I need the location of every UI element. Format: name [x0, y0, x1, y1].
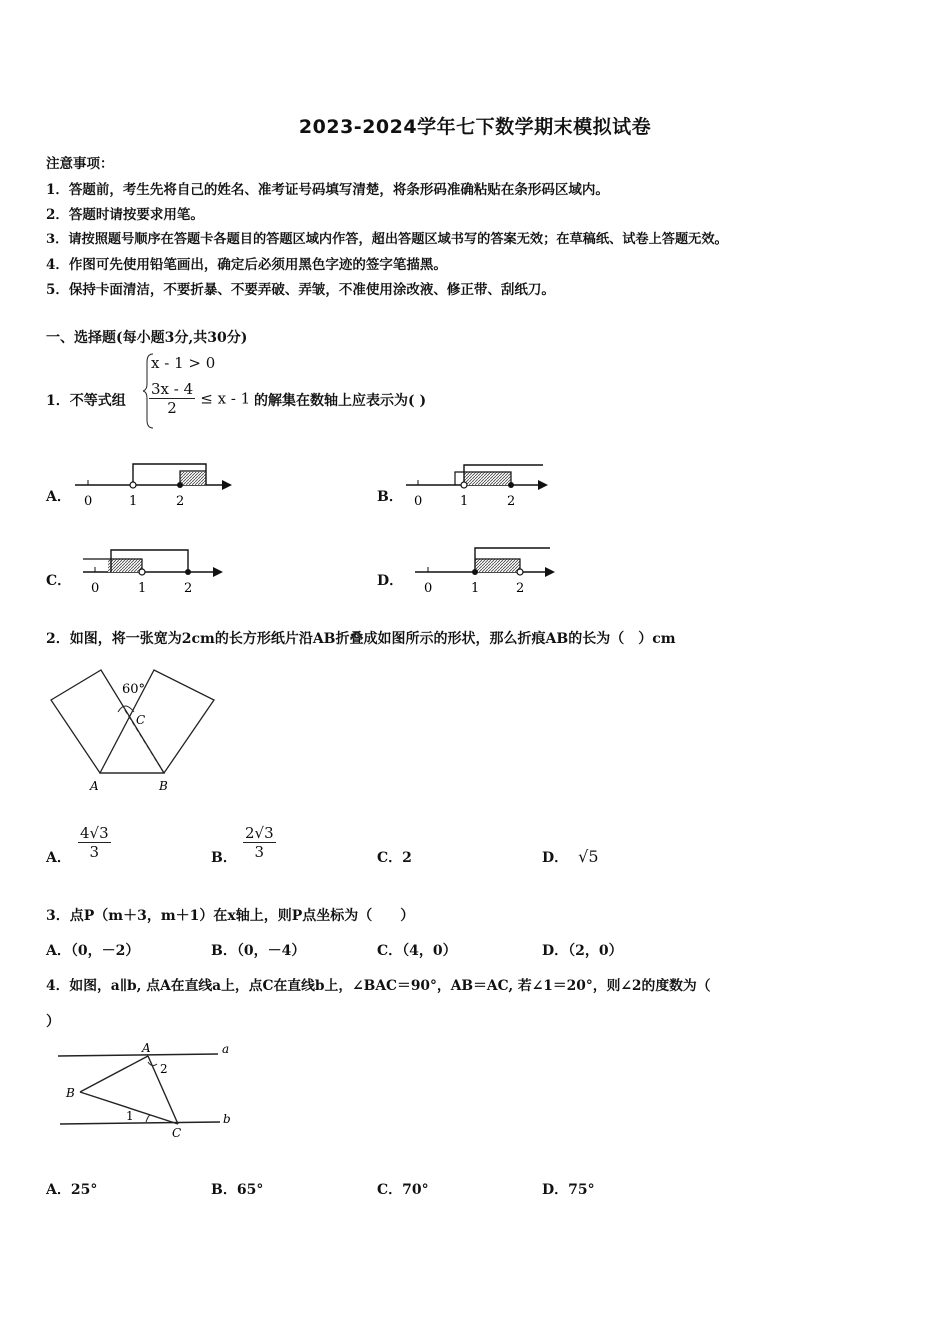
q3-option-a[interactable]: A．（0，－2） — [46, 943, 140, 959]
q2-option-a-value[interactable] — [78, 824, 111, 861]
q3-option-d[interactable]: D．（2，0） — [542, 943, 623, 959]
q1-ineq2-den: 2 — [167, 399, 177, 417]
q1-option-c-label[interactable]: C． — [46, 573, 72, 589]
q4-option-d[interactable]: D．75° — [542, 1182, 595, 1198]
q2-option-a-label[interactable]: A． — [46, 850, 71, 866]
q4-option-a[interactable]: A．25° — [46, 1182, 98, 1198]
q4-figure — [50, 1036, 250, 1146]
q1-ineq2-rhs: ≤ x - 1 — [200, 389, 251, 408]
tick-label: 2 — [507, 494, 516, 509]
q4-option-b[interactable]: B．65° — [211, 1182, 264, 1198]
q2-option-b-label[interactable]: B． — [211, 850, 237, 866]
tick-label: 1 — [138, 581, 147, 596]
section-heading: 一、选择题(每小题3分,共30分) — [46, 330, 248, 346]
q2-point-a: A — [90, 779, 99, 793]
q2-point-b: B — [159, 779, 168, 793]
q2-angle-label: 60° — [122, 682, 146, 697]
q1-option-b-numberline[interactable] — [403, 458, 563, 514]
frac-den: 3 — [254, 843, 265, 861]
tick-label: 1 — [471, 581, 480, 596]
tick-label: 0 — [424, 581, 433, 596]
option-value: √5 — [578, 847, 599, 866]
q1-ineq2 — [149, 380, 250, 417]
q2-option-b-value[interactable] — [243, 824, 276, 861]
q1-prefix: 1．不等式组 — [46, 393, 126, 409]
q1-ineq1: x - 1 > 0 — [151, 354, 216, 372]
q1-option-d-numberline[interactable] — [410, 542, 570, 598]
tick-label: 0 — [414, 494, 423, 509]
tick-label: 0 — [84, 494, 93, 509]
page-title: 2023-2024学年七下数学期末模拟试卷 — [298, 116, 652, 138]
q4-point-b: B — [66, 1086, 75, 1100]
tick-label: 0 — [91, 581, 100, 596]
q1-suffix: 的解集在数轴上应表示为( ) — [254, 393, 427, 409]
tick-label: 2 — [184, 581, 193, 596]
q3-option-c[interactable]: C．（4，0） — [377, 943, 457, 959]
q2-point-c: C — [136, 713, 146, 727]
q4-line-a: a — [222, 1042, 230, 1056]
q1-option-a-numberline[interactable] — [72, 458, 242, 514]
note-item: 2．答题时请按要求用笔。 — [46, 207, 204, 223]
note-item: 3．请按照题号顺序在答题卡各题目的答题区域内作答，超出答题区域书写的答案无效；在草稿纸、试卷上答题无效。 — [46, 232, 728, 247]
q4-stem-line1: 4．如图，a∥b, 点A在直线a上，点C在直线b上，∠BAC＝90°，AB＝AC, 若∠1＝20°，则∠2的度数为（ — [46, 978, 711, 994]
q1-ineq2-num: 3x - 4 — [151, 380, 194, 398]
tick-label: 1 — [460, 494, 469, 509]
q4-line-b: b — [223, 1112, 231, 1126]
q3-option-b[interactable]: B．（0，－4） — [211, 943, 306, 959]
note-item: 4．作图可先使用铅笔画出，确定后必须用黑色字迹的签字笔描黑。 — [46, 257, 447, 273]
q2-option-d[interactable] — [542, 847, 599, 867]
frac-num: 4√3 — [80, 824, 109, 842]
note-item: 1．答题前，考生先将自己的姓名、准考证号码填写清楚，将条形码准确粘贴在条形码区域内。 — [46, 182, 609, 198]
tick-label: 2 — [176, 494, 185, 509]
note-item: 5．保持卡面清洁，不要折暴、不要弄破、弄皱，不准使用涂改液、修正带、刮纸刀。 — [46, 282, 555, 298]
q2-option-c[interactable] — [377, 847, 412, 867]
tick-label: 1 — [129, 494, 138, 509]
option-value: 2 — [402, 850, 412, 866]
frac-den: 3 — [89, 843, 100, 861]
q2-stem: 2．如图，将一张宽为2cm的长方形纸片沿AB折叠成如图所示的形状，那么折痕AB的长为（ ）cm — [46, 631, 676, 647]
q4-angle-1: 1 — [126, 1109, 134, 1123]
q3-stem: 3．点P（m＋3，m＋1）在x轴上，则P点坐标为（ ） — [46, 908, 415, 924]
q4-stem-line2: ） — [46, 1014, 60, 1030]
q1-option-d-label[interactable]: D． — [377, 573, 404, 589]
q4-angle-2: 2 — [160, 1062, 168, 1076]
q1-option-a-label[interactable]: A． — [46, 489, 71, 505]
notes-heading: 注意事项： — [46, 156, 114, 172]
q4-point-c: C — [172, 1126, 182, 1140]
option-label: C． — [377, 850, 403, 866]
q1-inequality-system — [143, 352, 253, 430]
option-label: D． — [542, 850, 569, 866]
q1-option-c-numberline[interactable] — [80, 542, 240, 598]
q2-figure — [46, 660, 226, 800]
q4-point-a: A — [142, 1041, 151, 1055]
q4-option-c[interactable]: C．70° — [377, 1182, 429, 1198]
frac-num: 2√3 — [245, 824, 274, 842]
tick-label: 2 — [516, 581, 525, 596]
q1-option-b-label[interactable]: B． — [377, 489, 403, 505]
